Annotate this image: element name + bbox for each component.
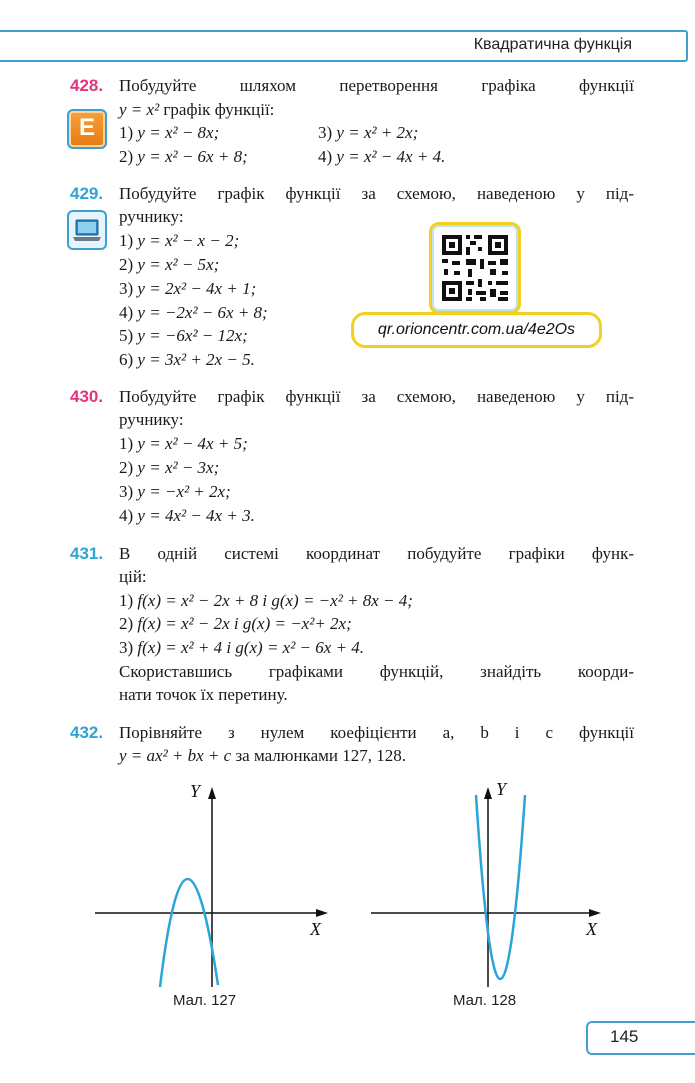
- problem-429-item-1: 1) y = x² − x − 2;: [119, 231, 240, 250]
- problem-431-item-1: 1) f(x) = x² − 2x + 8 і g(x) = −x² + 8x − 4;: [119, 591, 413, 610]
- x-axis-label: X: [586, 919, 597, 939]
- qr-link[interactable]: qr.orioncentr.com.ua/4e2Os: [351, 312, 602, 348]
- problem-431-line3: Скориставшись графіками функцій, знайдіть коорди-: [119, 662, 634, 681]
- problem-429-line2: ручнику:: [119, 207, 184, 226]
- problem-431-number: 431.: [70, 544, 104, 563]
- problem-431-item-2: 2) f(x) = x² − 2x і g(x) = −x²+ 2x;: [119, 614, 352, 633]
- page-number: 145: [610, 1027, 639, 1046]
- figure-127-caption: Мал. 127: [173, 992, 237, 1009]
- problem-430-item-3: 3) y = −x² + 2x;: [119, 482, 231, 501]
- problem-428-item-4: 4) y = x² − 4x + 4.: [318, 147, 446, 166]
- x-axis-arrow-icon: [589, 909, 601, 917]
- x-axis-arrow-icon: [316, 909, 328, 917]
- problem-429-item-4: 4) y = −2x² − 6x + 8;: [119, 303, 268, 322]
- problem-430-number: 430.: [70, 387, 104, 406]
- chapter-title: Квадратична функція: [473, 36, 632, 53]
- qr-code-icon: [432, 225, 518, 311]
- problem-430-item-4: 4) y = 4x² − 4x + 3.: [119, 506, 255, 525]
- figure-127: [90, 775, 340, 990]
- problem-429-text: Побудуйте графік функції за схемою, наведеною у під-: [119, 184, 634, 203]
- problem-431-line4: нати точок їх перетину.: [119, 685, 288, 704]
- problem-429-item-2: 2) y = x² − 5x;: [119, 255, 220, 274]
- parabola-curve: [476, 795, 525, 979]
- problem-429-item-6: 6) y = 3x² + 2x − 5.: [119, 350, 255, 369]
- level-e-icon: E: [67, 109, 107, 149]
- problem-428-line2: y = x² графік функції:: [119, 100, 275, 119]
- problem-430-item-1: 1) y = x² − 4x + 5;: [119, 434, 248, 453]
- problem-429-number: 429.: [70, 184, 104, 203]
- problem-432-line2: y = ax² + bx + c за малюнками 127, 128.: [119, 746, 406, 765]
- problem-432-number: 432.: [70, 723, 104, 742]
- figure-128: [368, 775, 618, 990]
- problem-429-item-3: 3) y = 2x² − 4x + 1;: [119, 279, 257, 298]
- problem-430-text: Побудуйте графік функції за схемою, наведеною у під-: [119, 387, 634, 406]
- x-axis-label: X: [310, 919, 321, 939]
- problem-429-item-5: 5) y = −6x² − 12x;: [119, 326, 248, 345]
- figure-128-caption: Мал. 128: [453, 992, 517, 1009]
- problem-431-text: В одній системі координат побудуйте графіки функ-: [119, 544, 634, 563]
- y-axis-label: Y: [496, 779, 507, 799]
- page-header: [0, 30, 688, 62]
- qr-code[interactable]: [429, 222, 521, 314]
- problem-431-item-3: 3) f(x) = x² + 4 і g(x) = x² − 6x + 4.: [119, 638, 365, 657]
- problem-428-item-2: 2) y = x² − 6x + 8;: [119, 147, 248, 166]
- problem-430-item-2: 2) y = x² − 3x;: [119, 458, 220, 477]
- problem-430-line2: ручнику:: [119, 410, 184, 429]
- y-axis-arrow-icon: [484, 787, 492, 799]
- computer-icon: [67, 210, 107, 250]
- problem-428-item-3: 3) y = x² + 2x;: [318, 123, 419, 142]
- problem-428-text: Побудуйте шляхом перетворення графіка функції: [119, 76, 634, 95]
- parabola-curve: [160, 879, 218, 987]
- problem-432-text: Порівняйте з нулем коефіцієнти a, b і c функції: [119, 723, 634, 742]
- problem-431-line2: цій:: [119, 567, 147, 586]
- y-axis-label: Y: [190, 781, 201, 801]
- y-axis-arrow-icon: [208, 787, 216, 799]
- problem-428-item-1: 1) y = x² − 8x;: [119, 123, 220, 142]
- problem-428-number: 428.: [70, 76, 104, 95]
- page-number-box: [586, 1021, 695, 1055]
